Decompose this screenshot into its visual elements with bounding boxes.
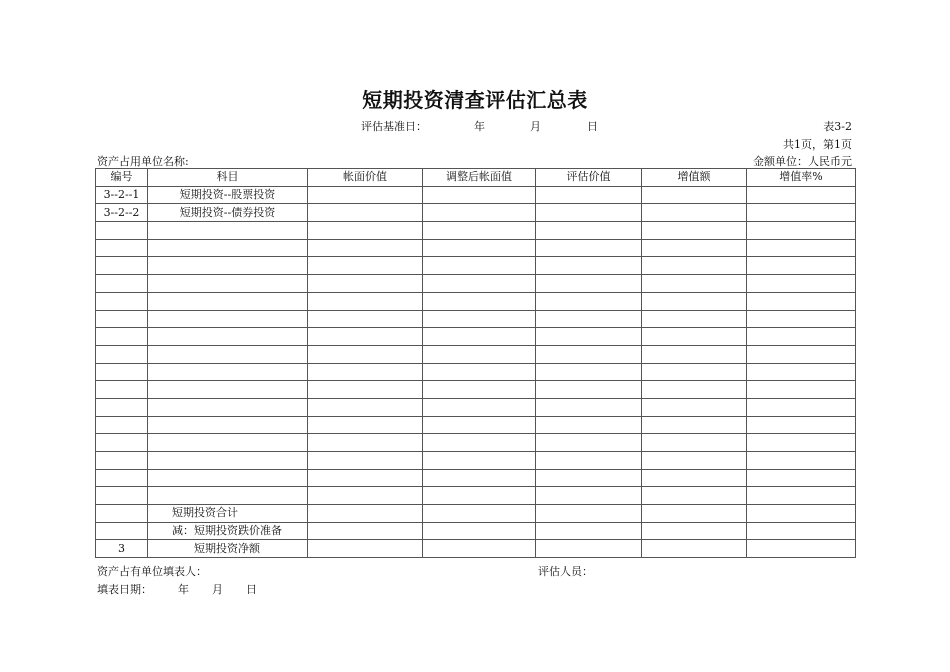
header-appraised-value: 评估价值 — [536, 169, 642, 187]
subtotal-row — [96, 505, 856, 523]
cell-book-value[interactable] — [308, 257, 423, 275]
cell-book-value[interactable] — [308, 204, 423, 222]
cell-increment-rate[interactable] — [747, 540, 856, 558]
row-code — [96, 257, 148, 275]
fill-date-month: 月 — [212, 583, 223, 596]
row-subject — [148, 275, 308, 293]
cell-adjusted-book-value[interactable] — [423, 505, 536, 523]
base-date-year: 年 — [474, 120, 485, 133]
cell-increment[interactable] — [642, 204, 747, 222]
blank-row — [96, 310, 856, 328]
cell-appraised-value[interactable] — [536, 452, 642, 470]
cell-increment-rate[interactable] — [747, 469, 856, 487]
cell-increment-rate[interactable] — [747, 310, 856, 328]
cell-book-value[interactable] — [308, 487, 423, 505]
blank-row — [96, 292, 856, 310]
cell-appraised-value[interactable] — [536, 505, 642, 523]
cell-increment[interactable] — [642, 310, 747, 328]
cell-book-value[interactable] — [308, 239, 423, 257]
row-subject — [148, 398, 308, 416]
row-subject — [148, 487, 308, 505]
less-provision-row — [96, 522, 856, 540]
table-row — [96, 186, 856, 204]
cell-book-value[interactable] — [308, 292, 423, 310]
cell-increment[interactable] — [642, 416, 747, 434]
cell-increment[interactable] — [642, 345, 747, 363]
blank-row — [96, 381, 856, 399]
cell-increment[interactable] — [642, 363, 747, 381]
row-subject — [148, 239, 308, 257]
filler-label: 资产占有单位填表人： — [97, 565, 207, 578]
cell-increment-rate[interactable] — [747, 381, 856, 399]
cell-book-value[interactable] — [308, 398, 423, 416]
cell-increment[interactable] — [642, 398, 747, 416]
cell-book-value[interactable] — [308, 222, 423, 240]
blank-row — [96, 222, 856, 240]
blank-row — [96, 257, 856, 275]
fill-date-year: 年 — [178, 583, 189, 596]
cell-increment[interactable] — [642, 522, 747, 540]
cell-book-value[interactable] — [308, 275, 423, 293]
header-code: 编号 — [96, 169, 148, 187]
cell-book-value[interactable] — [308, 416, 423, 434]
cell-increment-rate[interactable] — [747, 505, 856, 523]
row-code: 3--2--2 — [96, 204, 148, 222]
row-subject — [148, 222, 308, 240]
row-subject — [148, 345, 308, 363]
less-label: 减：短期投资跌价准备 — [148, 522, 308, 540]
table-row — [96, 204, 856, 222]
cell-book-value[interactable] — [308, 434, 423, 452]
header-adjusted-book-value: 调整后帐面值 — [423, 169, 536, 187]
cell-adjusted-book-value[interactable] — [423, 239, 536, 257]
cell-adjusted-book-value[interactable] — [423, 434, 536, 452]
cell-appraised-value[interactable] — [536, 398, 642, 416]
row-code — [96, 310, 148, 328]
cell-increment[interactable] — [642, 469, 747, 487]
blank-row — [96, 345, 856, 363]
cell-increment[interactable] — [642, 222, 747, 240]
row-code — [96, 275, 148, 293]
cell-adjusted-book-value[interactable] — [423, 398, 536, 416]
appraiser-label: 评估人员： — [538, 565, 593, 578]
blank-row — [96, 239, 856, 257]
subtotal-code — [96, 505, 148, 523]
row-code — [96, 398, 148, 416]
cell-appraised-value[interactable] — [536, 328, 642, 346]
cell-appraised-value[interactable] — [536, 540, 642, 558]
row-code — [96, 381, 148, 399]
row-code — [96, 363, 148, 381]
cell-appraised-value[interactable] — [536, 434, 642, 452]
fill-date-day: 日 — [246, 583, 257, 596]
table-header-row — [96, 169, 856, 187]
row-code — [96, 434, 148, 452]
row-subject — [148, 469, 308, 487]
row-code: 3--2--1 — [96, 186, 148, 204]
cell-increment-rate[interactable] — [747, 292, 856, 310]
net-row — [96, 540, 856, 558]
base-date-day: 日 — [587, 120, 598, 133]
cell-adjusted-book-value[interactable] — [423, 186, 536, 204]
header-book-value: 帐面价值 — [308, 169, 423, 187]
row-code — [96, 469, 148, 487]
cell-appraised-value[interactable] — [536, 487, 642, 505]
cell-book-value[interactable] — [308, 452, 423, 470]
cell-book-value[interactable] — [308, 328, 423, 346]
blank-row — [96, 487, 856, 505]
blank-row — [96, 452, 856, 470]
cell-adjusted-book-value[interactable] — [423, 540, 536, 558]
row-subject — [148, 310, 308, 328]
cell-increment-rate[interactable] — [747, 345, 856, 363]
blank-row — [96, 275, 856, 293]
cell-appraised-value[interactable] — [536, 186, 642, 204]
cell-adjusted-book-value[interactable] — [423, 257, 536, 275]
row-subject — [148, 381, 308, 399]
less-code — [96, 522, 148, 540]
cell-increment[interactable] — [642, 275, 747, 293]
row-code — [96, 239, 148, 257]
row-subject — [148, 416, 308, 434]
cell-appraised-value[interactable] — [536, 381, 642, 399]
row-subject — [148, 328, 308, 346]
header-subject: 科目 — [148, 169, 308, 187]
cell-increment[interactable] — [642, 452, 747, 470]
cell-increment[interactable] — [642, 434, 747, 452]
cell-increment[interactable] — [642, 328, 747, 346]
row-subject: 短期投资--股票投资 — [148, 186, 308, 204]
net-label: 短期投资净额 — [148, 540, 308, 558]
base-date-label: 评估基准日： — [361, 120, 427, 133]
cell-increment[interactable] — [642, 505, 747, 523]
cell-increment-rate[interactable] — [747, 434, 856, 452]
cell-increment-rate[interactable] — [747, 186, 856, 204]
cell-adjusted-book-value[interactable] — [423, 416, 536, 434]
cell-appraised-value[interactable] — [536, 416, 642, 434]
cell-appraised-value[interactable] — [536, 222, 642, 240]
cell-increment[interactable] — [642, 487, 747, 505]
cell-appraised-value[interactable] — [536, 204, 642, 222]
cell-increment-rate[interactable] — [747, 257, 856, 275]
cell-increment[interactable] — [642, 292, 747, 310]
row-subject — [148, 257, 308, 275]
cell-book-value[interactable] — [308, 505, 423, 523]
row-code — [96, 452, 148, 470]
cell-appraised-value[interactable] — [536, 239, 642, 257]
header-increment: 增值额 — [642, 169, 747, 187]
row-subject — [148, 434, 308, 452]
cell-increment[interactable] — [642, 540, 747, 558]
cell-book-value[interactable] — [308, 381, 423, 399]
blank-row — [96, 469, 856, 487]
cell-adjusted-book-value[interactable] — [423, 328, 536, 346]
cell-appraised-value[interactable] — [536, 310, 642, 328]
cell-appraised-value[interactable] — [536, 469, 642, 487]
blank-row — [96, 398, 856, 416]
cell-adjusted-book-value[interactable] — [423, 345, 536, 363]
currency-label: 金额单位：人民币元 — [753, 155, 852, 168]
cell-adjusted-book-value[interactable] — [423, 363, 536, 381]
cell-appraised-value[interactable] — [536, 292, 642, 310]
cell-adjusted-book-value[interactable] — [423, 522, 536, 540]
blank-row — [96, 363, 856, 381]
cell-increment-rate[interactable] — [747, 522, 856, 540]
cell-book-value[interactable] — [308, 469, 423, 487]
cell-increment-rate[interactable] — [747, 275, 856, 293]
cell-increment[interactable] — [642, 257, 747, 275]
cell-increment-rate[interactable] — [747, 452, 856, 470]
row-subject — [148, 452, 308, 470]
cell-increment-rate[interactable] — [747, 239, 856, 257]
cell-adjusted-book-value[interactable] — [423, 204, 536, 222]
cell-increment[interactable] — [642, 186, 747, 204]
cell-appraised-value[interactable] — [536, 363, 642, 381]
document-title: 短期投资清查评估汇总表 — [362, 88, 588, 112]
summary-table — [95, 168, 856, 558]
cell-book-value[interactable] — [308, 345, 423, 363]
page-info: 共1页，第1页 — [783, 138, 852, 151]
cell-book-value[interactable] — [308, 310, 423, 328]
unit-name-label: 资产占用单位名称: — [97, 155, 189, 168]
row-subject — [148, 292, 308, 310]
cell-adjusted-book-value[interactable] — [423, 310, 536, 328]
cell-increment-rate[interactable] — [747, 398, 856, 416]
base-date-month: 月 — [530, 120, 541, 133]
row-subject: 短期投资--债券投资 — [148, 204, 308, 222]
row-code — [96, 292, 148, 310]
cell-appraised-value[interactable] — [536, 257, 642, 275]
cell-increment-rate[interactable] — [747, 204, 856, 222]
row-subject — [148, 363, 308, 381]
cell-appraised-value[interactable] — [536, 275, 642, 293]
cell-increment-rate[interactable] — [747, 328, 856, 346]
cell-adjusted-book-value[interactable] — [423, 381, 536, 399]
cell-increment-rate[interactable] — [747, 416, 856, 434]
cell-book-value[interactable] — [308, 363, 423, 381]
blank-row — [96, 328, 856, 346]
cell-increment-rate[interactable] — [747, 487, 856, 505]
cell-adjusted-book-value[interactable] — [423, 452, 536, 470]
row-code — [96, 222, 148, 240]
cell-increment[interactable] — [642, 239, 747, 257]
fill-date-label: 填表日期： — [97, 583, 152, 596]
cell-book-value[interactable] — [308, 522, 423, 540]
subtotal-label: 短期投资合计 — [148, 505, 308, 523]
header-increment-rate: 增值率% — [747, 169, 856, 187]
blank-row — [96, 416, 856, 434]
row-code — [96, 345, 148, 363]
cell-book-value[interactable] — [308, 186, 423, 204]
row-code — [96, 487, 148, 505]
cell-book-value[interactable] — [308, 540, 423, 558]
cell-adjusted-book-value[interactable] — [423, 292, 536, 310]
row-code — [96, 328, 148, 346]
cell-appraised-value[interactable] — [536, 522, 642, 540]
cell-adjusted-book-value[interactable] — [423, 487, 536, 505]
blank-row — [96, 434, 856, 452]
cell-increment-rate[interactable] — [747, 222, 856, 240]
cell-increment-rate[interactable] — [747, 363, 856, 381]
row-code — [96, 416, 148, 434]
cell-adjusted-book-value[interactable] — [423, 275, 536, 293]
cell-adjusted-book-value[interactable] — [423, 469, 536, 487]
cell-adjusted-book-value[interactable] — [423, 222, 536, 240]
cell-increment[interactable] — [642, 381, 747, 399]
net-code: 3 — [96, 540, 148, 558]
cell-appraised-value[interactable] — [536, 345, 642, 363]
table-number: 表3-2 — [823, 120, 852, 133]
